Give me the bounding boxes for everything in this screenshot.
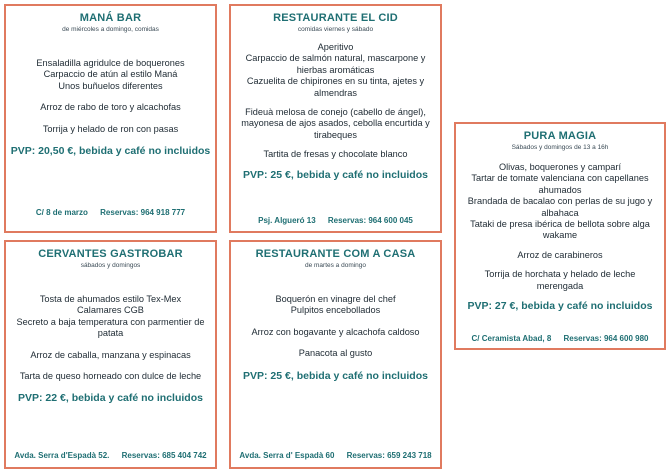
menu-card-mana-bar: [4, 4, 217, 233]
dish-item: Arroz con bogavante y alcachofa caldoso: [251, 326, 420, 337]
dish-item: Carpaccio de salmón natural, mascarpone y hierbas aromáticas: [245, 53, 426, 75]
dish-item: Tosta de ahumados estilo Tex-Mex: [39, 294, 182, 304]
dish-item: Secreto a baja temperatura con parmentier de patata: [16, 316, 205, 339]
dish-item: Fideuà melosa de conejo (cabello de ángel), mayonesa de ajos asados, cebolla encurtida y tirabeques: [241, 107, 430, 140]
card-footer: [6, 451, 215, 461]
dish-item: Tartita de fresas y chocolate blanco: [263, 149, 408, 160]
card-footer: [231, 451, 440, 461]
dish-list: [231, 42, 440, 161]
address: Psj. Algueró 13: [258, 216, 316, 225]
price: PVP: 25 €, bebida y café no incluidos: [243, 168, 428, 181]
dish-item: Brandada de bacalao con perlas de su jugo y albahaca: [467, 196, 653, 218]
dish-list: [6, 294, 215, 382]
dish-item: Torrija de horchata y helado de leche merengada: [484, 269, 636, 291]
card-title: CERVANTES GASTROBAR: [38, 248, 183, 260]
dish-list: [231, 294, 440, 360]
address: C/ 8 de marzo: [35, 208, 88, 217]
dish-item: Arroz de caballa, manzana y espinacas: [30, 349, 191, 360]
dish-list: [6, 58, 215, 135]
dish-item: Pulpitos encebollados: [290, 305, 381, 316]
card-footer: [456, 334, 664, 344]
card-footer: [6, 208, 215, 218]
reservations: Reservas: 964 600 980: [563, 334, 649, 343]
dish-item: Arroz de rabo de toro y alcachofas: [40, 102, 181, 113]
card-footer: [231, 216, 440, 226]
price: PVP: 22 €, bebida y café no incluidos: [18, 392, 203, 405]
dish-item: Tartar de tomate valenciana con capellanes ahumados: [471, 173, 649, 195]
dish-item: Boquerón en vinagre del chef: [275, 294, 396, 304]
address: Avda. Serra d' Espadà 60: [239, 451, 335, 460]
price: PVP: 25 €, bebida y café no incluidos: [243, 369, 428, 382]
dish-item: Cazuelita de chipirones en su tinta, ajetes y almendras: [246, 76, 425, 98]
dish-item: Arroz de carabineros: [517, 249, 603, 260]
menu-card-com-a-casa: [229, 240, 442, 469]
dish-item: Unos buñuelos diferentes: [58, 80, 163, 91]
address: Avda. Serra d'Espadà 52.: [14, 451, 110, 460]
reservations: Reservas: 659 243 718: [346, 451, 432, 460]
dish-item: Carpaccio de atún al estilo Maná: [43, 69, 178, 80]
dish-item: Torrija y helado de ron con pasas: [42, 123, 179, 134]
dish-item: Aperitivo: [317, 42, 354, 52]
card-subtitle: de martes a domingo: [304, 262, 367, 269]
menu-card-el-cid: [229, 4, 442, 233]
card-subtitle: comidas viernes y sábado: [297, 26, 374, 33]
card-subtitle: sábados y domingos: [80, 262, 141, 269]
menu-card-pura-magia: [454, 122, 666, 350]
card-title: RESTAURANTE EL CID: [273, 12, 398, 24]
dish-item: Panacota al gusto: [298, 348, 373, 359]
dish-item: Olivas, boquerones y camparí: [498, 162, 622, 172]
price: PVP: 20,50 €, bebida y café no incluidos: [10, 145, 211, 158]
address: C/ Ceramista Abad, 8: [471, 334, 552, 343]
price: PVP: 27 €, bebida y café no incluidos: [467, 300, 653, 313]
reservations: Reservas: 964 600 045: [327, 216, 413, 225]
reservations: Reservas: 685 404 742: [121, 451, 207, 460]
dish-item: Tataki de presa ibérica de bellota sobre alga wakame: [470, 219, 650, 241]
dish-item: Ensaladilla agridulce de boquerones: [36, 58, 185, 68]
card-subtitle: Sábados y domingos de 13 a 16h: [511, 144, 609, 151]
dish-list: [456, 162, 664, 292]
dish-item: Calamares CGB: [77, 305, 144, 316]
card-title: PURA MAGIA: [523, 130, 597, 142]
dish-item: Tarta de queso horneado con dulce de leche: [19, 371, 202, 382]
reservations: Reservas: 964 918 777: [100, 208, 186, 217]
menu-card-cervantes-gastrobar: [4, 240, 217, 469]
card-title: RESTAURANTE COM A CASA: [255, 248, 416, 260]
card-subtitle: de miércoles a domingo, comidas: [62, 26, 159, 33]
card-title: MANÁ BAR: [79, 12, 142, 24]
